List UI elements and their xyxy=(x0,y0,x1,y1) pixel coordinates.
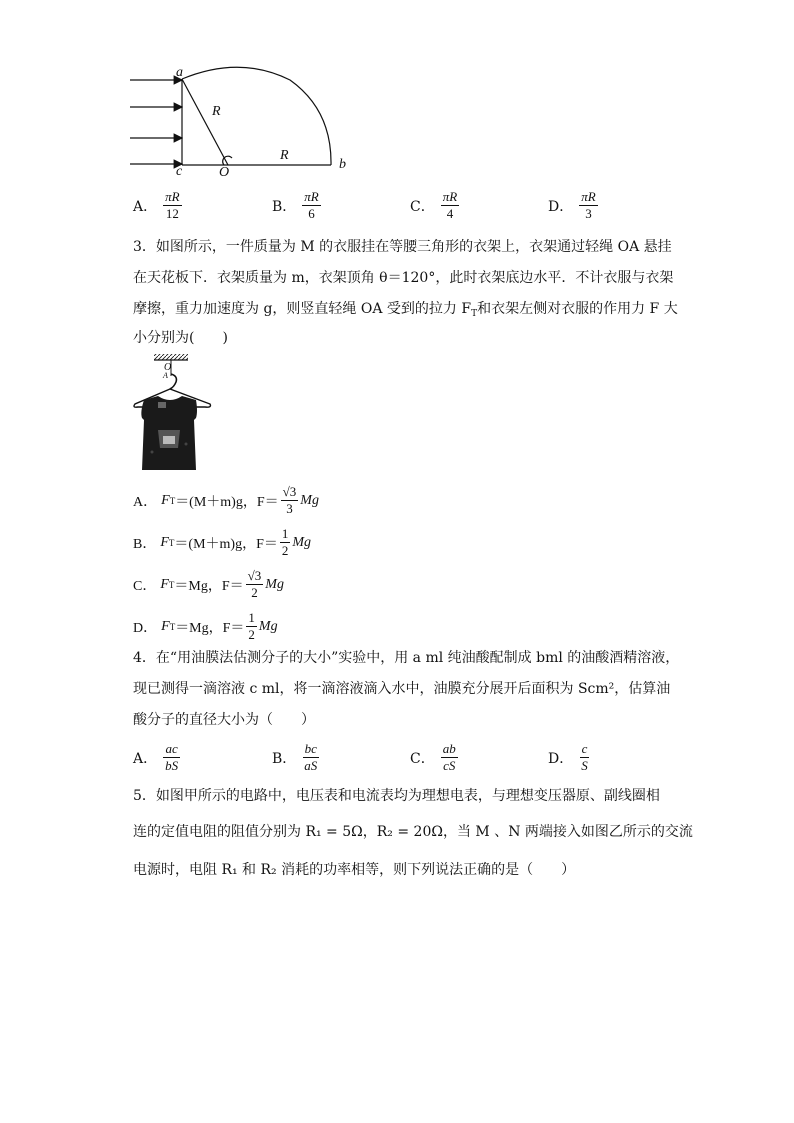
quarter-circle-figure xyxy=(120,60,360,185)
q2-option-b[interactable]: B． $\frac{\pi R}{6}$ xyxy=(272,189,319,221)
label-c: c xyxy=(176,164,183,179)
q2-option-d[interactable]: D． $\frac{\pi R}{3}$ xyxy=(548,189,596,221)
q3-option-a[interactable]: A． F T ＝(M＋m)g，F＝ $\frac{√3}{3}$ Mg xyxy=(133,484,319,516)
q4-line-2: 现已测得一滴溶液 c ml，将一滴溶液滴入水中，油膜充分展开后面积为 Scm²，估算油 xyxy=(133,681,671,697)
hanger-shirt-figure xyxy=(130,352,245,474)
hanger-label-O: O xyxy=(164,362,172,373)
label-R-radius: R xyxy=(212,104,221,119)
q3-line-2: 在天花板下．衣架质量为 m，衣架顶角 θ＝120°，此时衣架底边水平．不计衣服与衣架 xyxy=(133,270,674,286)
q4-option-a[interactable]: A． $\frac{ac}{bS}$ xyxy=(133,741,179,773)
q3-option-c[interactable]: C． F T ＝Mg，F＝ $\frac{√3}{2}$ Mg xyxy=(133,568,284,600)
radius-line xyxy=(182,79,228,165)
q3-option-b[interactable]: B． F T ＝(M＋m)g，F＝ $\frac{1}{2}$ Mg xyxy=(133,526,312,558)
arc-edge xyxy=(182,67,331,165)
q2-option-c[interactable]: C． $\frac{\pi R}{4}$ xyxy=(410,189,458,221)
hanger-hook xyxy=(170,374,176,389)
q3-line-1: 3．如图所示，一件质量为 M 的衣服挂在等腰三角形的衣架上，衣架通过轻绳 OA 悬挂 xyxy=(133,239,672,255)
label-R-base: R xyxy=(280,148,289,163)
q5-line-3: 电源时，电阻 R₁ 和 R₂ 消耗的功率相等，则下列说法正确的是（ ） xyxy=(133,862,576,878)
q4-line-3: 酸分子的直径大小为（ ） xyxy=(133,712,315,728)
q4-option-d[interactable]: D． $\frac{c}{S}$ xyxy=(548,741,588,773)
q4-option-b[interactable]: B． $\frac{bc}{aS}$ xyxy=(272,741,318,773)
q3-option-d[interactable]: D． F T ＝Mg，F＝ $\frac{1}{2}$ Mg xyxy=(133,610,278,642)
q4-line-1: 4．在“用油膜法估测分子的大小”实验中，用 a ml 纯油酸配制成 bml 的油酸酒精溶液， xyxy=(133,650,680,666)
q4-option-c[interactable]: C． $\frac{ab}{cS}$ xyxy=(410,741,456,773)
q3-line-4: 小分别为( ) xyxy=(133,330,228,346)
label-a: a xyxy=(176,65,183,80)
label-b: b xyxy=(339,157,346,172)
hanger-label-A: A xyxy=(163,371,168,380)
label-O: O xyxy=(219,165,230,180)
q2-option-a[interactable]: A． $\frac{\pi R}{12}$ xyxy=(133,189,180,221)
q5-line-2: 连的定值电阻的阻值分别为 R₁ = 5Ω，R₂ = 20Ω，当 M 、N 两端接入如图乙所示的交流 xyxy=(133,824,693,840)
q5-line-1: 5．如图甲所示的电路中，电压表和电流表均为理想电表，与理想变压器原、副线圈相 xyxy=(133,788,660,804)
q3-line-3: 摩擦，重力加速度为 g，则竖直轻绳 OA 受到的拉力 $F_T$和衣架左侧对衣服的作用力 F 大 xyxy=(133,301,678,319)
ceiling-hatch xyxy=(154,354,188,360)
